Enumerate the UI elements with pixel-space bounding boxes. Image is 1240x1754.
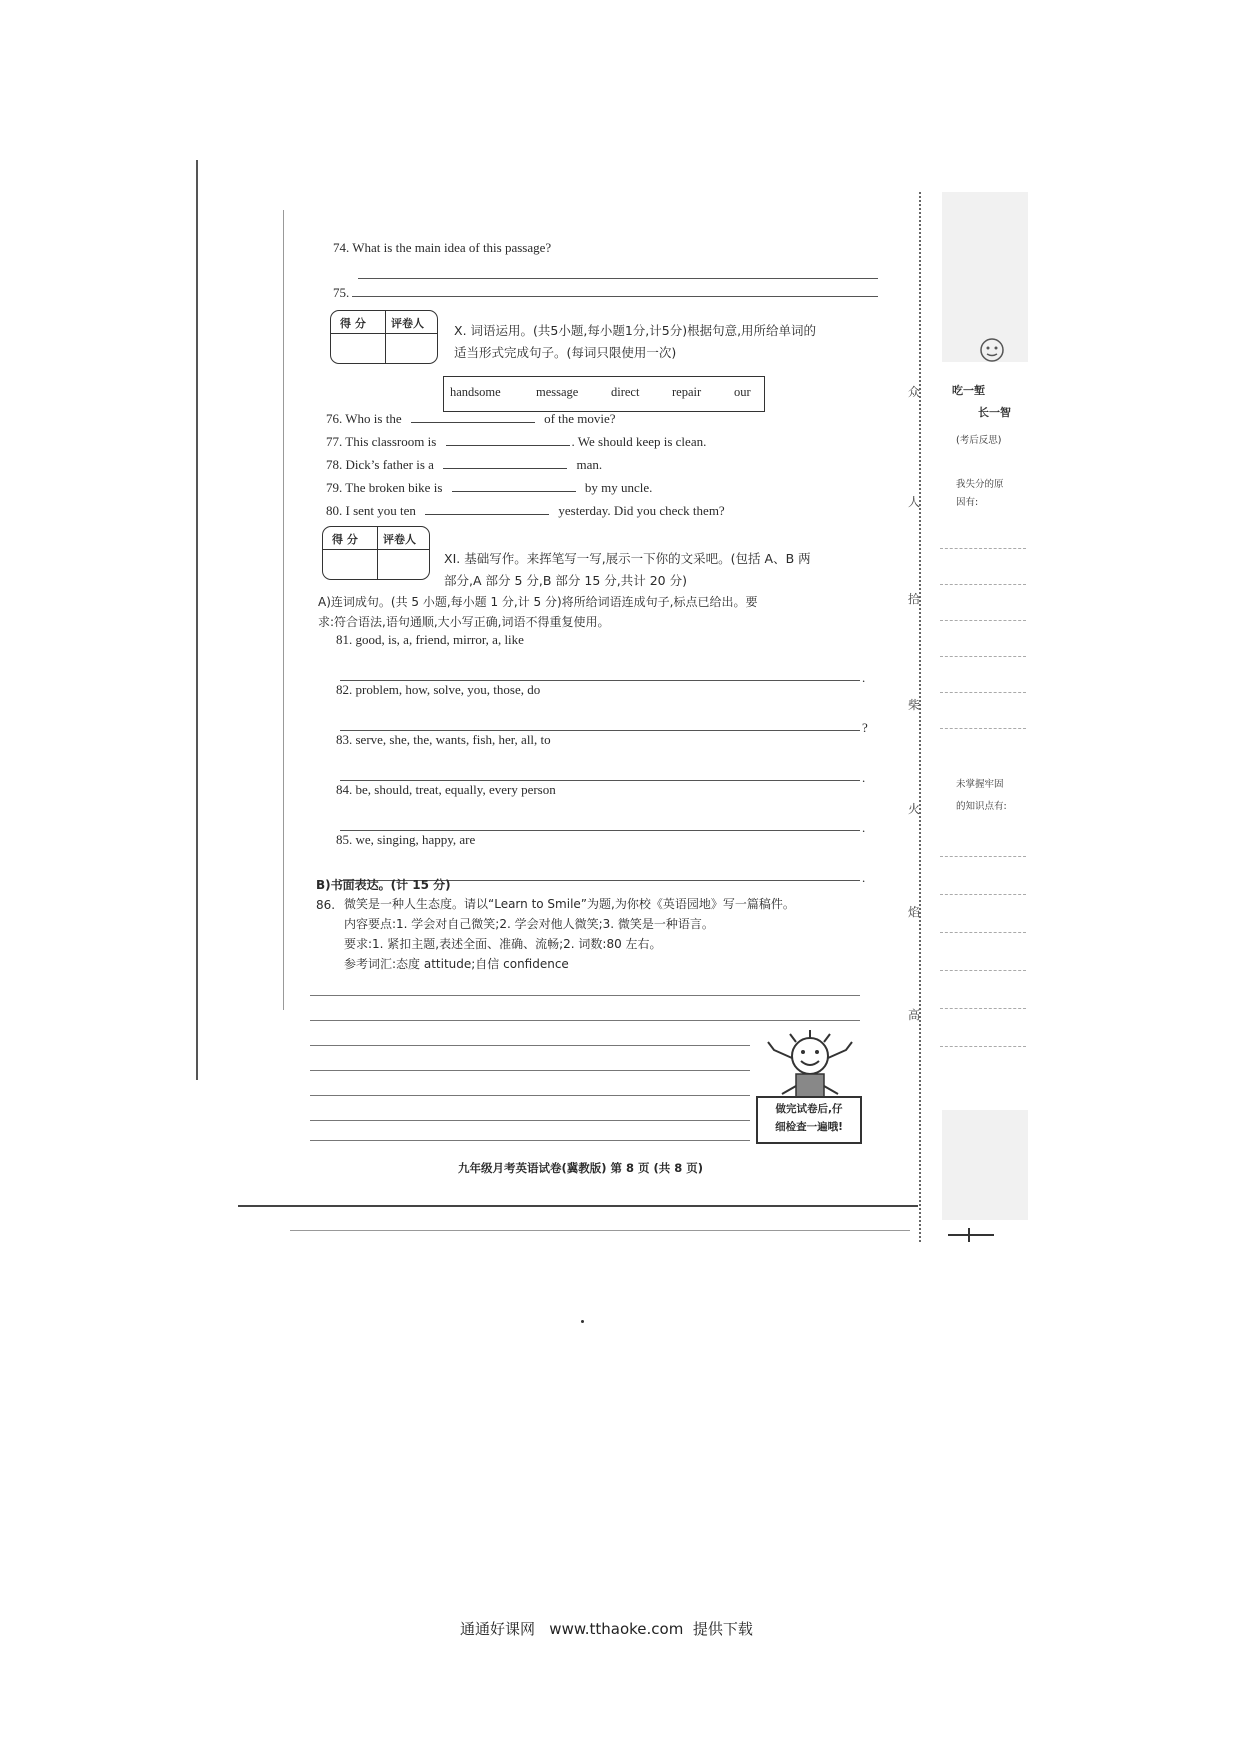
question-76-text-end: of the movie? [544,411,616,426]
sidebar-subtitle: (考后反思) [956,435,1002,446]
answer-line-82[interactable] [340,730,860,731]
score-label: 得 分 [332,533,358,546]
margin-char: 高 [908,1008,921,1022]
corner-mark [968,1228,970,1242]
word-bank-item: our [734,385,751,399]
question-79-text: 79. The broken bike is [326,480,443,495]
sidebar-prompt-knowledge: 未掌握牢固 [956,779,1004,790]
question-86-number: 86. [316,898,336,912]
word-bank-item: message [536,385,579,399]
page-left-border [196,160,198,1080]
question-75: 75. [333,285,350,300]
sidebar-writing-line[interactable] [940,894,1026,895]
question-80-text-end: yesterday. Did you check them? [558,503,725,518]
writing-line[interactable] [310,1045,750,1046]
question-80-text: 80. I sent you ten [326,503,416,518]
page-bottom-border [238,1205,918,1207]
word-bank-item: repair [672,385,702,399]
answer-line-83[interactable] [340,780,860,781]
writing-line[interactable] [310,1070,750,1071]
section-10-title [454,320,816,364]
answer-line-74 [358,278,878,279]
writing-line[interactable] [310,1020,860,1021]
section-11-title [444,548,811,592]
sidebar-writing-line[interactable] [940,932,1026,933]
word-bank-item: handsome [450,385,501,399]
sidebar-writing-line[interactable] [940,620,1026,621]
part-a-line1: A)连词成句。(共 5 小题,每小题 1 分,计 5 分)将所给词语连成句子,标点已给出。要 [318,595,758,609]
score-label: 得 分 [340,317,366,330]
question-76-text: 76. Who is the [326,411,402,426]
answer-blank-79[interactable] [452,479,576,492]
sidebar-writing-line[interactable] [940,728,1026,729]
sidebar-writing-line[interactable] [940,548,1026,549]
writing-line[interactable] [310,1140,750,1141]
score-box [330,310,438,364]
snail-icon [976,336,1010,364]
cartoon-reminder [752,1028,864,1144]
sidebar-writing-line[interactable] [940,856,1026,857]
answer-blank-76[interactable] [411,410,535,423]
question-79 [326,479,652,496]
sidebar-heading-2: 长一智 [978,406,1011,419]
question-78-text-end: man. [576,457,603,472]
margin-char: 人 [908,495,921,509]
question-86-line4: 参考词汇:态度 attitude;自信 confidence [344,957,569,971]
sentence-end-mark: . [862,820,866,835]
sidebar-prompt-reason-2: 因有: [956,497,979,508]
reminder-sign [756,1096,862,1144]
question-86-line1: 微笑是一种人生态度。请以“Learn to Smile”为题,为你校《英语园地》写一篇稿件。 [344,897,795,911]
question-78 [326,456,602,473]
reminder-line2: 细检查一遍哦! [775,1121,843,1133]
download-credit: 通通好课网 www.tthaoke.com 提供下载 [460,1620,753,1638]
sidebar-writing-line[interactable] [940,656,1026,657]
sidebar-writing-line[interactable] [940,1046,1026,1047]
answer-line-75 [352,296,878,297]
section-11-line2: 部分,A 部分 5 分,B 部分 15 分,共计 20 分) [444,573,687,588]
sidebar-writing-line[interactable] [940,970,1026,971]
page-bottom-border-thin [290,1230,910,1231]
question-79-text-end: by my uncle. [584,480,653,495]
question-76 [326,410,616,427]
section-10-line2: 适当形式完成句子。(每词只限使用一次) [454,345,677,360]
part-a-instructions [318,592,758,632]
sidebar-heading: 吃一堑 [952,384,985,397]
margin-char: 众 [908,385,921,399]
part-b-title: B)书面表达。(计 15 分) [316,878,451,892]
question-80 [326,502,725,519]
sentence-end-mark: . [862,870,866,885]
sidebar-writing-line[interactable] [940,1008,1026,1009]
answer-blank-78[interactable] [443,456,567,469]
question-77-text-end: . We should keep is clean. [571,434,707,449]
sentence-end-mark: . [862,770,866,785]
sidebar-prompt-knowledge-2: 的知识点有: [956,801,1007,812]
page-footer: 九年级月考英语试卷(冀教版) 第 8 页 (共 8 页) [458,1161,704,1175]
sidebar-writing-line[interactable] [940,692,1026,693]
sidebar-prompt-reason: 我失分的原 [956,479,1004,490]
question-85: 85. we, singing, happy, are [336,832,476,847]
cartoon-character-icon [752,1028,864,1100]
answer-line-81[interactable] [340,680,860,681]
question-86-line2: 内容要点:1. 学会对自己微笑;2. 学会对他人微笑;3. 微笑是一种语言。 [344,917,714,931]
section-11-line1: XI. 基础写作。来挥笔写一写,展示一下你的文采吧。(包括 A、B 两 [444,551,811,566]
word-bank-item: direct [611,385,640,399]
answer-blank-77[interactable] [446,433,570,446]
sidebar-writing-line[interactable] [940,584,1026,585]
score-box [322,526,430,580]
question-77-text: 77. This classroom is [326,434,437,449]
grader-label: 评卷人 [383,533,416,546]
sentence-end-mark: ? [862,720,868,735]
question-77 [326,433,706,450]
answer-line-84[interactable] [340,830,860,831]
question-84: 84. be, should, treat, equally, every person [336,782,556,797]
margin-char: 焰 [908,905,921,919]
margin-char: 柴 [908,698,921,712]
question-83: 83. serve, she, the, wants, fish, her, all, to [336,732,551,747]
question-86-prompt [344,894,795,974]
question-82: 82. problem, how, solve, you, those, do [336,682,541,697]
section-10-line1: X. 词语运用。(共5小题,每小题1分,计5分)根据句意,用所给单词的 [454,323,817,338]
margin-char: 拾 [908,592,921,606]
reflection-sidebar-bottom-shade [942,1110,1028,1220]
page-left-border-inner [283,210,284,1010]
reminder-line1: 做完试卷后,仔 [775,1103,843,1115]
writing-line[interactable] [310,1095,750,1096]
margin-char: 火 [908,802,921,816]
scan-dot [581,1320,584,1323]
fold-line [919,192,921,1242]
corner-mark [948,1234,994,1236]
question-86-line3: 要求:1. 紧扣主题,表述全面、准确、流畅;2. 词数:80 左右。 [344,937,662,951]
word-bank [443,376,765,412]
writing-line[interactable] [310,1120,750,1121]
grader-label: 评卷人 [391,317,424,330]
question-81: 81. good, is, a, friend, mirror, a, like [336,632,524,647]
writing-line[interactable] [310,995,860,996]
part-a-line2: 求:符合语法,语句通顺,大小写正确,词语不得重复使用。 [318,615,610,629]
question-78-text: 78. Dick’s father is a [326,457,434,472]
question-74: 74. What is the main idea of this passage? [333,240,552,255]
answer-blank-80[interactable] [425,502,549,515]
sentence-end-mark: . [862,670,866,685]
